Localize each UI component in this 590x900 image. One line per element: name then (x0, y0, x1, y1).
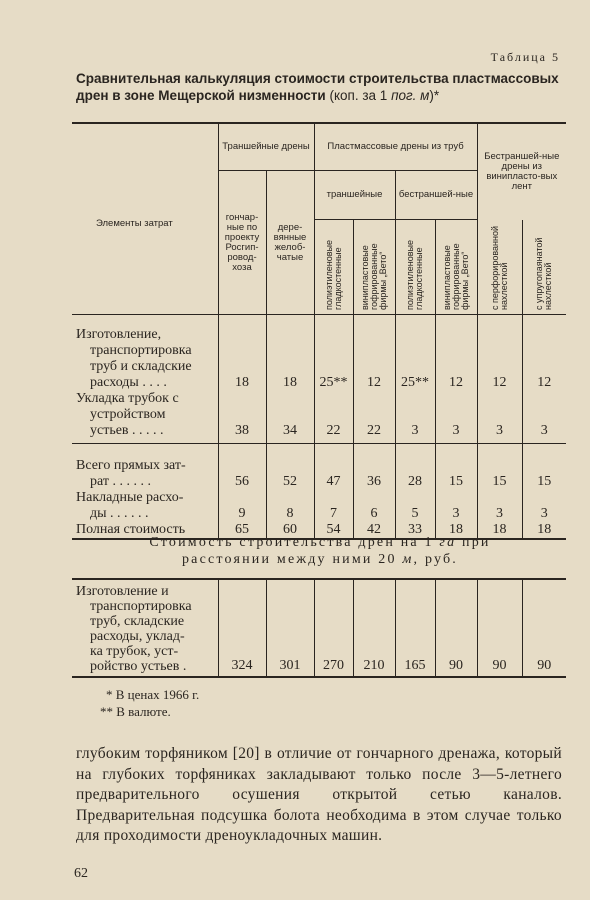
cell: 60 (266, 522, 314, 539)
cell: 3 (435, 391, 477, 444)
header-col-5 (395, 220, 435, 315)
cell: 165 (395, 579, 435, 677)
row-label: Накладные расхо- ды . . . . . . (76, 490, 184, 521)
second-table-subtitle: Стоимость строительства дрен на 1 га при расстоянии между ними 20 м, руб. (149, 535, 491, 567)
header-col-6-text: винипластовые гофрированные фирмы „Вето“ (441, 243, 470, 310)
title-unit: пог. м (391, 88, 430, 103)
cell: 3 (477, 391, 522, 444)
row-label: Изготовление, транспортировка труб и складские расходы . . . . (72, 315, 218, 392)
cell: 25** (395, 315, 435, 392)
cell: 324 (218, 579, 266, 677)
cell: 3 (522, 391, 566, 444)
cell: 90 (435, 579, 477, 677)
header-col-8 (522, 220, 566, 315)
row-label: Изготовление и транспортировка труб, складские расходы, уклад- ка трубок, уст- ройство устьев . (76, 584, 192, 674)
unit-hectare: га (439, 535, 457, 550)
row-label: Укладка трубок с устройством устьев . . . . . (76, 391, 179, 438)
page-number: 62 (74, 866, 88, 881)
cell: 52 (266, 444, 314, 491)
cell: 25** (314, 315, 353, 392)
cell: 38 (218, 391, 266, 444)
cell: 8 (266, 490, 314, 522)
cell: 12 (435, 315, 477, 392)
cell: 270 (314, 579, 353, 677)
table-title (76, 70, 564, 104)
cell: 18 (435, 522, 477, 539)
header-col-4-text: винипластовые гофрированные фирмы „Вето“ (359, 243, 388, 310)
cell: 3 (477, 490, 522, 522)
footnote-1: * В ценах 1966 г. (106, 687, 200, 702)
header-col-3-text: полиэтиленовые гладкостенные (323, 240, 343, 310)
cost-per-hectare-table (72, 578, 566, 678)
body-paragraph: глубоким торфяником [20] в отличие от гончарного дренажа, который на глубоких торфяниках закладывают только после 3—5-летнего предварительного осушения открытой сетью каналов. Предварительная подсушка болота необходима в этом случае только для проходимости дреноукладочных машин. (76, 745, 562, 844)
cell: 6 (353, 490, 395, 522)
table-row (72, 490, 566, 522)
cell: 3 (435, 490, 477, 522)
row-label: Полная стоимость (72, 522, 218, 539)
header-col-8-text: с упругопаянатой нахлесткой (534, 237, 554, 310)
title-cost-unit-text: (коп. за 1 (325, 88, 392, 103)
footnotes (100, 686, 199, 720)
header-col-1: гончар-ные по проекту Росгип-ровод-хоза (218, 171, 266, 315)
unit-meter: м (402, 552, 414, 567)
header-col-2: дере-вянные желоб-чатые (266, 171, 314, 315)
cell: 34 (266, 391, 314, 444)
header-col-7 (477, 220, 522, 315)
cost-table (72, 122, 566, 540)
cell: 12 (353, 315, 395, 392)
cell: 3 (522, 490, 566, 522)
header-trenchless: бестраншей-ные (395, 171, 477, 220)
cell: 22 (314, 391, 353, 444)
cell: 54 (314, 522, 353, 539)
cell: 18 (477, 522, 522, 539)
header-col-4 (353, 220, 395, 315)
table-row (72, 391, 566, 444)
table-number-label: Таблица 5 (490, 50, 560, 64)
cell: 47 (314, 444, 353, 491)
cell: 56 (218, 444, 266, 491)
cell: 7 (314, 490, 353, 522)
cell: 3 (395, 391, 435, 444)
title-line-1: Сравнительная калькуляция стоимости строительства пластмассовых (76, 71, 559, 86)
cell: 22 (353, 391, 395, 444)
table-row (72, 579, 566, 677)
cell: 15 (522, 444, 566, 491)
table-row (72, 315, 566, 392)
cell: 18 (218, 315, 266, 392)
header-trenchless-tapes: Бестраншей-ные дрены из винипласто-вых лент (477, 123, 566, 220)
header-plastic-drains: Пластмассовые дрены из труб (314, 123, 477, 171)
cell: 15 (477, 444, 522, 491)
cell: 90 (477, 579, 522, 677)
cell: 5 (395, 490, 435, 522)
footnote-2: ** В валюте. (100, 704, 171, 719)
title-tail: )* (429, 88, 440, 103)
cell: 9 (218, 490, 266, 522)
cell: 65 (218, 522, 266, 539)
header-elements: Элементы затрат (72, 123, 218, 315)
header-col-3 (314, 220, 353, 315)
row-label: Всего прямых зат- рат . . . . . . (72, 444, 218, 491)
header-trench: траншейные (314, 171, 395, 220)
cell: 12 (477, 315, 522, 392)
cell: 12 (522, 315, 566, 392)
cell: 210 (353, 579, 395, 677)
header-col-7-text: с перфорированной нахлесткой (489, 225, 509, 310)
title-line-2: дрен в зоне Мещерской низменности (76, 88, 326, 103)
cell: 33 (395, 522, 435, 539)
cell: 42 (353, 522, 395, 539)
header-col-5-text: полиэтиленовые гладкостенные (405, 240, 425, 310)
header-col-6 (435, 220, 477, 315)
cell: 28 (395, 444, 435, 491)
cell: 36 (353, 444, 395, 491)
cell: 18 (266, 315, 314, 392)
cell: 301 (266, 579, 314, 677)
cell: 15 (435, 444, 477, 491)
header-trench-drains: Траншейные дрены (218, 123, 314, 171)
cell: 18 (522, 522, 566, 539)
cell: 90 (522, 579, 566, 677)
table-row (72, 444, 566, 491)
